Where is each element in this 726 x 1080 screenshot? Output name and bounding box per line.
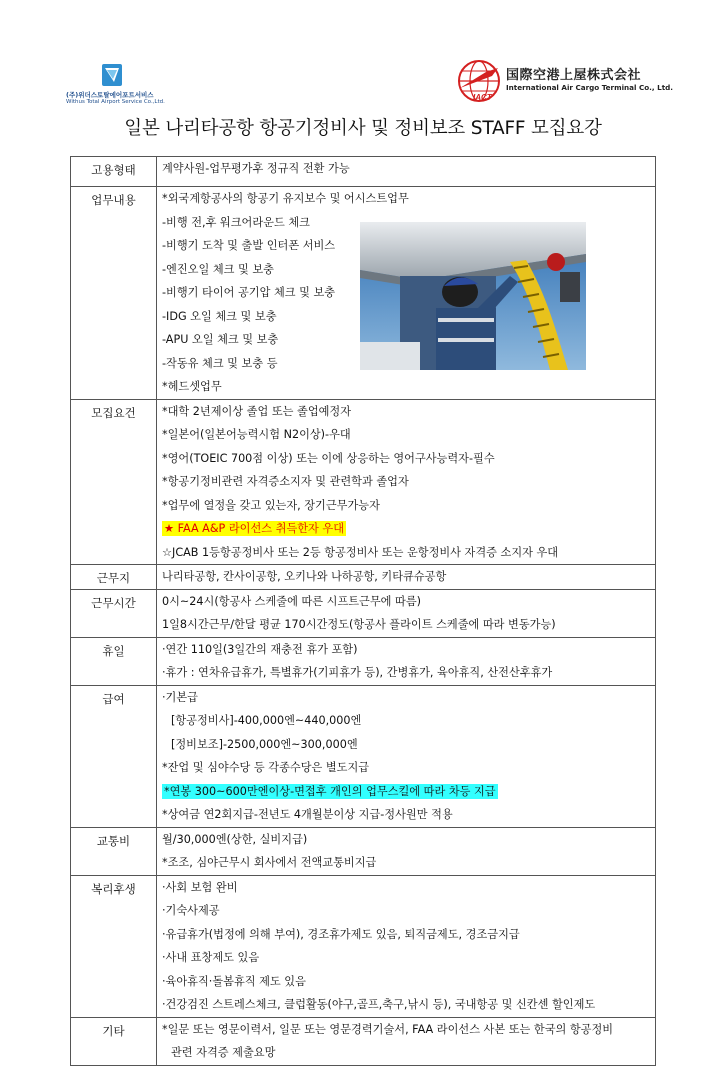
- faa-preference-highlight: ★ FAA A&P 라이선스 취득한자 우대: [164, 522, 345, 535]
- content-line: ·사회 보험 완비: [162, 880, 238, 894]
- iact-company-jp: 国際空港上屋株式会社: [506, 68, 642, 83]
- content-line: *일문 또는 영문이력서, 일문 또는 영문경력기술서, FAA 라이선스 사본 또는 한국의 항공정비: [162, 1022, 614, 1036]
- content-line: 나리타공항, 칸사이공항, 오키나와 나하공항, 키타큐슈공항: [162, 570, 447, 583]
- row-content: [157, 827, 656, 875]
- row-label: 휴일: [71, 637, 157, 685]
- content-line: 관련 자격증 제출요망: [171, 1046, 276, 1059]
- content-line: [항공정비사]-400,000엔~440,000엔: [171, 714, 362, 727]
- row-content: [157, 637, 656, 685]
- content-line: *영어(TOEIC 700점 이상) 또는 이에 상응하는 영어구사능력자-필수: [162, 451, 495, 465]
- content-line: ·육아휴직·돌봄휴직 제도 있음: [162, 974, 306, 988]
- row-label: 고용형태: [71, 157, 157, 187]
- content-line: ·기숙사제공: [162, 904, 220, 917]
- iact-emblem-text: IACT: [473, 93, 492, 102]
- table-row-working-hours: [71, 589, 656, 637]
- page-title: 일본 나리타공항 항공기정비사 및 정비보조 STAFF 모집요강: [124, 118, 602, 139]
- content-line: *조조, 심야근무시 회사에서 전액교통비지급: [162, 856, 377, 869]
- content-line: *대학 2년제이상 졸업 또는 졸업예정자: [162, 404, 352, 418]
- table-row-employment-type: [71, 157, 656, 187]
- content-line: *일본어(일본어능력시험 N2이상)-우대: [162, 428, 351, 441]
- table-row-transport: [71, 827, 656, 875]
- content-line: ·유급휴가(법정에 의해 부여), 경조휴가제도 있음, 퇴직금제도, 경조금지급: [162, 927, 520, 941]
- mechanic-photo: [360, 222, 586, 370]
- content-line: [정비보조]-2500,000엔~300,000엔: [171, 737, 358, 751]
- content-line: -작동유 체크 및 보충 등: [162, 356, 278, 370]
- table-row-holidays: [71, 637, 656, 685]
- content-line: 1일8시간근무/한달 평균 170시간정도(항공사 플라이트 스케줄에 따라 변동가능): [162, 618, 556, 631]
- row-label: 급여: [71, 685, 157, 827]
- content-line: 0시~24시(항공사 스케줄에 따른 시프트근무에 따름): [162, 594, 422, 608]
- row-content: [157, 1017, 656, 1065]
- content-line: ·연간 110일(3일간의 재충전 휴가 포함): [162, 642, 358, 656]
- withus-logo: [66, 62, 186, 110]
- content-line: *업무에 열정을 갖고 있는자, 장기근무가능자: [162, 498, 380, 512]
- row-label: 모집요건: [71, 399, 157, 565]
- content-line: *항공기정비관련 자격증소지자 및 관련학과 졸업자: [162, 475, 409, 488]
- globe-emblem-icon: [456, 58, 502, 104]
- content-line: *헤드셋업무: [162, 380, 222, 393]
- row-label: 복리후생: [71, 875, 157, 1017]
- content-line: 계약사원-업무평가후 정규직 전환 가능: [162, 162, 350, 175]
- content-line: -비행기 타이어 공기압 체크 및 보충: [162, 286, 336, 299]
- content-line: *상여금 연2회지급-전년도 4개월분이상 지급-정사원만 적용: [162, 808, 453, 821]
- header: [0, 0, 726, 120]
- row-content: [157, 399, 656, 565]
- row-content: [157, 157, 656, 187]
- content-line: -비행 전,후 워크어라운드 체크: [162, 215, 310, 229]
- row-content: [157, 875, 656, 1017]
- content-line: -IDG 오일 체크 및 보충: [162, 309, 277, 323]
- table-row-workplace: [71, 565, 656, 590]
- content-line: ·사내 표창제도 있음: [162, 951, 260, 964]
- row-content: [157, 565, 656, 590]
- annual-salary-highlight: *연봉 300~600만엔이상-면접후 개인의 업무스킬에 따라 차등 지급: [164, 784, 496, 798]
- table-row-requirements: [71, 399, 656, 565]
- content-line: ☆JCAB 1등항공정비사 또는 2등 항공정비사 또는 운항정비사 자격증 소지자 우대: [162, 545, 559, 559]
- content-line: ·건강검진 스트레스체크, 클럽활동(야구,골프,축구,낚시 등), 국내항공 및 신칸센 할인제도: [162, 998, 596, 1011]
- content-line: -비행기 도착 및 출발 인터폰 서비스: [162, 239, 336, 252]
- table-row-other: [71, 1017, 656, 1065]
- row-content: [157, 685, 656, 827]
- table-row-salary: [71, 685, 656, 827]
- content-line: -APU 오일 체크 및 보충: [162, 333, 279, 346]
- row-content: [157, 589, 656, 637]
- row-label: 기타: [71, 1017, 157, 1065]
- content-line: 월/30,000엔(상한, 실비지급): [162, 832, 308, 846]
- iact-company-en: International Air Cargo Terminal Co., Ltd.: [506, 83, 674, 92]
- withus-logo-icon: [100, 62, 124, 88]
- content-line: ·휴가 : 연차유급휴가, 특별휴가(기피휴가 등), 간병휴가, 육아휴직, 산전산후휴가: [162, 666, 553, 679]
- content-line: ·기본급: [162, 690, 198, 704]
- row-label: 근무지: [71, 565, 157, 590]
- row-label: 교통비: [71, 827, 157, 875]
- aircraft-mechanic-illustration: [360, 222, 586, 370]
- content-line-highlight: [157, 780, 655, 804]
- iact-logo: [456, 58, 686, 106]
- table-row-welfare: [71, 875, 656, 1017]
- row-label: 근무시간: [71, 589, 157, 637]
- withus-company-eng: Withus Total Airport Service Co.,Ltd.: [66, 99, 165, 105]
- content-line: *외국계항공사의 항공기 유지보수 및 어시스트업무: [162, 192, 409, 205]
- withus-company-kor: (주)위더스토탈에어포트서비스: [66, 91, 154, 99]
- content-line-highlight: [157, 517, 655, 541]
- content-line: *잔업 및 심야수당 등 각종수당은 별도지급: [162, 761, 370, 774]
- row-label: 업무내용: [71, 187, 157, 400]
- content-line: -엔진오일 체크 및 보충: [162, 262, 274, 276]
